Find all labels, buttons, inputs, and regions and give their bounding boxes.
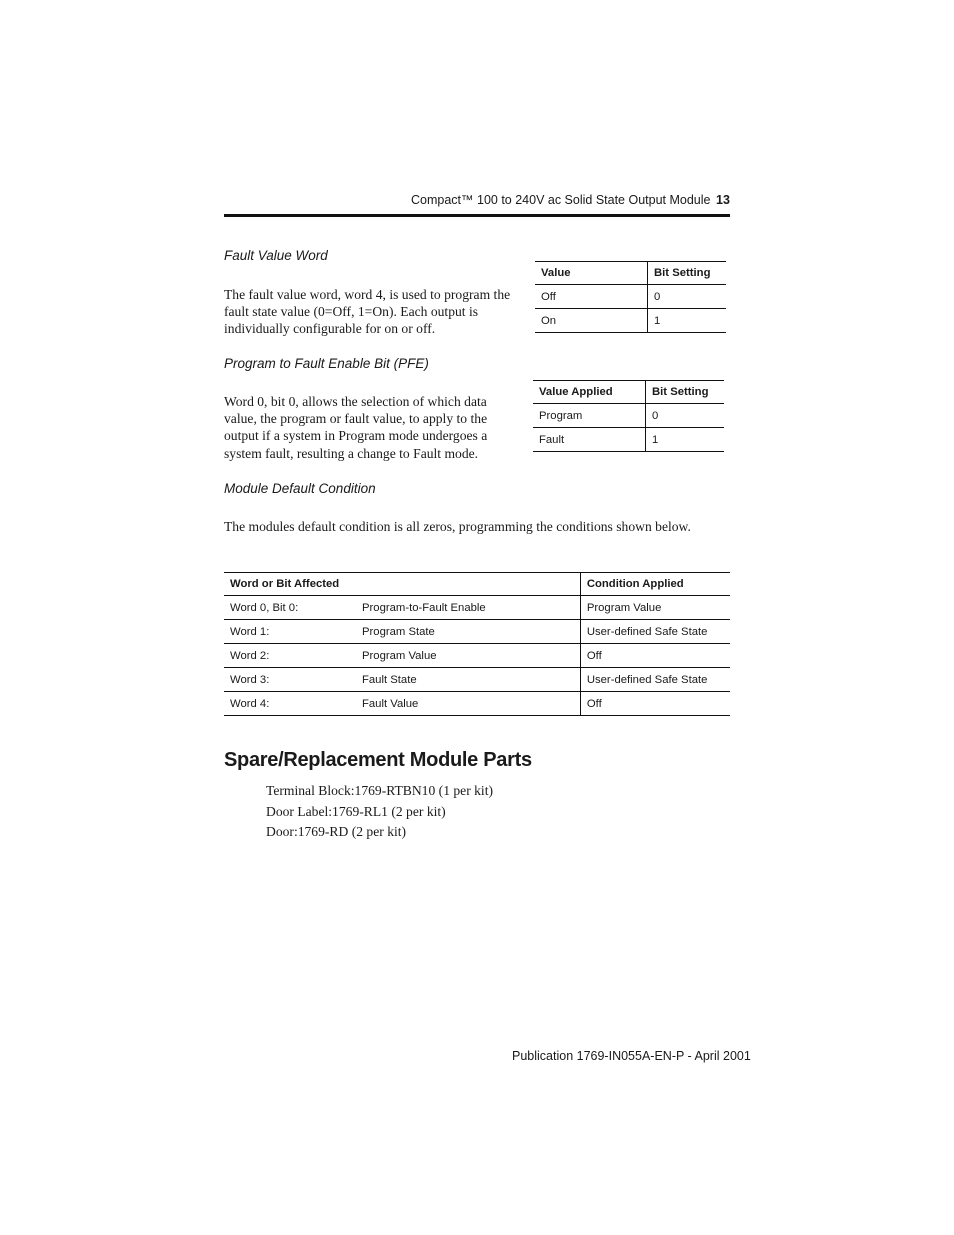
table-header: Bit Setting xyxy=(646,381,725,404)
table-header: Condition Applied xyxy=(580,573,730,596)
table-header: Value Applied xyxy=(533,381,646,404)
table-row xyxy=(224,644,730,668)
table-cell: Program-to-Fault Enable xyxy=(356,596,580,620)
spare-parts-list xyxy=(266,781,493,843)
table-row xyxy=(224,620,730,644)
running-header-title: Compact™ 100 to 240V ac Solid State Output Module xyxy=(411,193,711,207)
fault-value-word-heading: Fault Value Word xyxy=(224,248,328,263)
pfe-heading: Program to Fault Enable Bit (PFE) xyxy=(224,356,429,371)
table-cell: Fault xyxy=(533,428,646,452)
header-rule xyxy=(224,214,730,217)
table-cell: 0 xyxy=(646,404,725,428)
table-cell: Word 0, Bit 0: xyxy=(224,596,356,620)
table-header: Word or Bit Affected xyxy=(224,573,580,596)
table-cell: 0 xyxy=(648,285,727,309)
page-number: 13 xyxy=(716,193,730,207)
list-item: Door Label:1769-RL1 (2 per kit) xyxy=(266,803,446,819)
table-cell: 1 xyxy=(646,428,725,452)
table-row xyxy=(533,428,724,452)
default-condition-heading: Module Default Condition xyxy=(224,481,376,496)
table-cell: User-defined Safe State xyxy=(580,620,730,644)
table-row xyxy=(224,668,730,692)
table-row xyxy=(224,692,730,716)
list-item: Door:1769-RD (2 per kit) xyxy=(266,824,407,839)
table-cell: Off xyxy=(580,692,730,716)
spare-parts-title: Spare/Replacement Module Parts xyxy=(224,749,532,771)
list-item: Terminal Block:1769-RTBN10 (1 per kit) xyxy=(266,783,494,798)
publication-footer: Publication 1769-IN055A-EN-P - April 2001 xyxy=(512,1049,751,1063)
table-row xyxy=(533,404,724,428)
fault-value-table xyxy=(535,261,726,333)
table-cell: Word 4: xyxy=(224,692,356,716)
table-cell: User-defined Safe State xyxy=(580,668,730,692)
table-cell: Fault State xyxy=(356,668,580,692)
table-cell: Off xyxy=(580,644,730,668)
default-condition-body: The modules default condition is all zeros, programming the conditions shown below. xyxy=(224,519,691,534)
table-row xyxy=(224,596,730,620)
table-row xyxy=(535,309,726,333)
table-cell: Program Value xyxy=(580,596,730,620)
default-condition-table xyxy=(224,572,730,716)
table-row xyxy=(535,285,726,309)
table-cell: Program Value xyxy=(356,644,580,668)
table-cell: Word 1: xyxy=(224,620,356,644)
table-cell: Off xyxy=(535,285,648,309)
fault-value-word-body: The fault value word, word 4, is used to program the fault state value (0=Off, 1=On). Each output is individually configurable for on or off. xyxy=(224,287,511,337)
table-cell: Program State xyxy=(356,620,580,644)
table-cell: Fault Value xyxy=(356,692,580,716)
table-header: Bit Setting xyxy=(648,262,727,285)
table-cell: On xyxy=(535,309,648,333)
table-cell: Program xyxy=(533,404,646,428)
table-header: Value xyxy=(535,262,648,285)
pfe-body: Word 0, bit 0, allows the selection of which data value, the program or fault value, to apply to the output if a system in Program mode undergoes a system fault, resulting a change to Fault mode. xyxy=(224,394,488,461)
table-cell: Word 2: xyxy=(224,644,356,668)
pfe-table xyxy=(533,380,724,452)
table-cell: Word 3: xyxy=(224,668,356,692)
table-cell: 1 xyxy=(648,309,727,333)
